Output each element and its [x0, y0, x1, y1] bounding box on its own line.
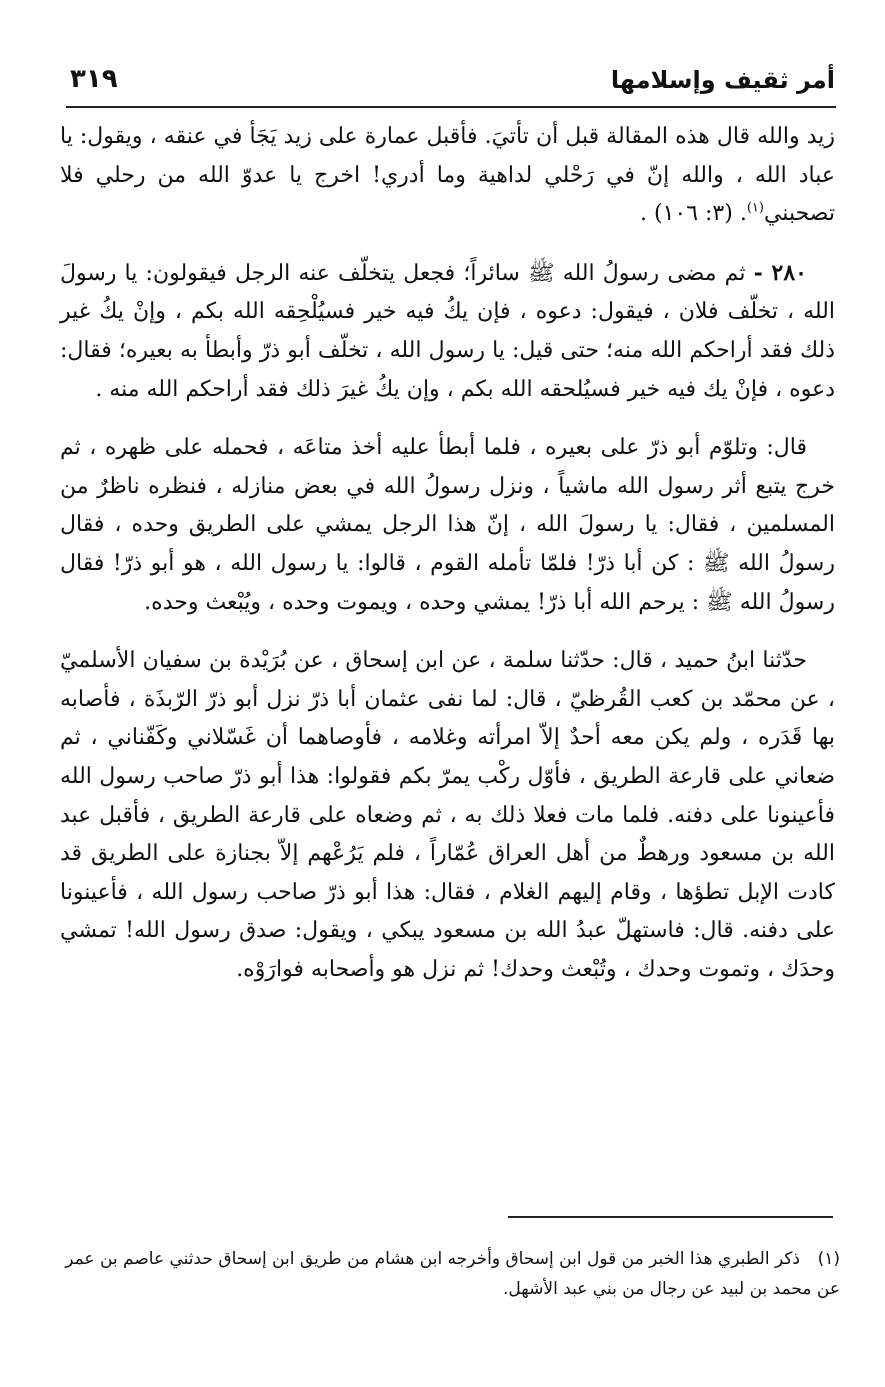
paragraph-1-text: زيد والله قال هذه المقالة قبل أن تأتيَ. فأقبل عمارة على زيد يَجَأ في عنقه ، ويقول: يا عباد الله ، والله إنّ في رَحْلي لداهية وما أدري! اخرج يا عدوّ الله من رحلي فلا تصحبني	[60, 124, 835, 227]
paragraph-2-text: ثم مضى رسولُ الله ﷺ سائراً؛ فجعل يتخلّف عنه الرجل فيقولون: يا رسولَ الله ، تخلّف فلان ، فيقول: دعوه ، فإن يكُ فيه خير فسيُلْحِقه الله بكم ، وإنْ يكُ غير ذلك فقد أراحكم الله منه؛ حتى قيل: يا رسول الله ، تخلّف أبو ذرّ وأبطأ به بعيره؛ فقال: دعوه ، فإنْ يك فيه خير فسيُلحقه الله بكم ، وإن يكُ غيرَ ذلك فقد أراحكم الله منه .	[60, 260, 835, 402]
paragraph-2	[60, 254, 835, 409]
paragraph-4: حدّثنا ابنُ حميد ، قال: حدّثنا سلمة ، عن ابن إسحاق ، عن بُرَيْدة بن سفيان الأسلميّ ، عن محمّد بن كعب القُرظيّ ، قال: لما نفى عثمان أبا ذرّ نزل أبو ذرّ الرّبذَة ، فأصابه بها قَدَره ، ولم يكن معه أحدٌ إلاّ امرأته وغلامه ، فأوصاهما أن غَسّلاني وكَفّناني ، ثم ضعاني على قارعة الطريق ، فأوّل ركْب يمرّ بكم فقولوا: هذا أبو ذرّ صاحب رسول الله فأعينونا على دفنه. فلما مات فعلا ذلك به ، ثم وضعاه على قارعة الطريق ، فأقبل عبد الله بن مسعود ورهطٌ من أهل العراق عُمّاراً ، فلم يَرُعْهم إلاّ بجنازة على الطريق قد كادت الإبل تطؤها ، وقام إليهم الغلام ، فقال: هذا أبو ذرّ صاحب رسول الله ، فأعينونا على دفنه. قال: فاستهلّ عبدُ الله بن مسعود يبكي ، ويقول: صدق رسول الله! تمشي وحدَك ، وتموت وحدك ، وتُبْعث وحدك! ثم نزل هو وأصحابه فوارَوْه.	[60, 648, 835, 982]
footnote-rule	[508, 1216, 833, 1218]
paragraph-number: ٢٨٠ -	[753, 259, 807, 286]
paragraph-1-tail: . (٣: ١٠٦) .	[639, 201, 747, 227]
footnote-text: ذكر الطبري هذا الخبر من قول ابن إسحاق وأخرجه ابن هشام من طريق ابن إسحاق حدثني عاصم بن عمر عن محمد بن لبيد عن رجال من بني عبد الأشهل.	[65, 1249, 840, 1299]
running-title: أمر ثقيف وإسلامها	[610, 66, 835, 94]
footnote-marker: (١)	[746, 200, 764, 216]
footnote	[60, 1244, 840, 1304]
main-text	[60, 118, 835, 1009]
header-rule	[66, 106, 836, 108]
paragraph-1	[60, 118, 835, 234]
paragraph-3: قال: وتلوّم أبو ذرّ على بعيره ، فلما أبطأ عليه أخذ متاعَه ، فحمله على ظهره ، ثم خرج يتبع أثر رسول الله ماشياً ، ونزل رسولُ الله في بعض منازله ، فنظره ناظرٌ من المسلمين ، فقال: يا رسولَ الله ، إنّ هذا الرجل يمشي على الطريق وحده ، فقال رسولُ الله ﷺ : كن أبا ذرّ! فلمّا تأمله القوم ، قالوا: يا رسول الله ، هو أبو ذرّ! فقال رسولُ الله ﷺ : يرحم الله أبا ذرّ! يمشي وحده ، ويموت وحده ، ويُبْعث وحده.	[60, 435, 835, 615]
page-number: ٣١٩	[70, 64, 118, 94]
running-head	[60, 62, 835, 102]
footnote-number: (١)	[817, 1249, 840, 1269]
